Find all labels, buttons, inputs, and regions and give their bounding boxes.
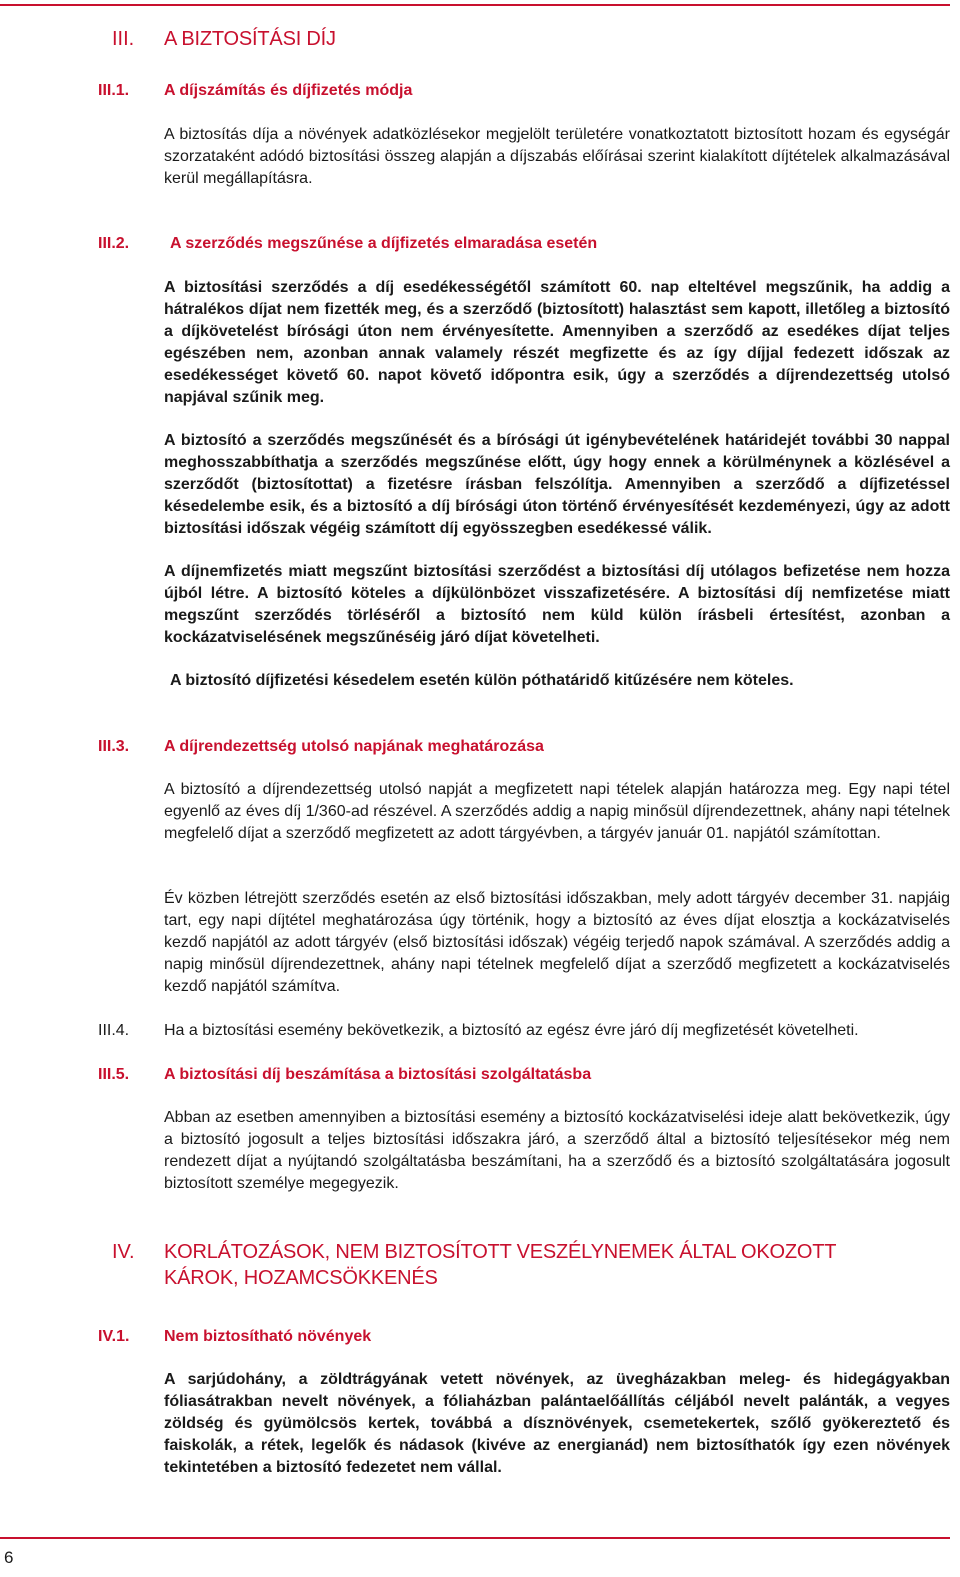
section-number: III.1. xyxy=(98,82,130,99)
paragraph: A biztosító a szerződés megszűnését és a bírósági út igénybevételének határidejét további 30 nappal meghosszabbíthatja a szerződés megszűnése előtt, úgy hogy ennek a körülménynek a közlésével a szerződőt (biztosítottat) a fizetésre írásban felszólítja. Amennyiben a szerződő a díjfizetéssel késedelembe esik, és a biztosító a díj bírósági úton történő érvényesítését kezdeményezi, úgy az adott biztosítási időszak végéig számított díj egyösszegben esedékessé válik. xyxy=(164,432,950,537)
chapter-title xyxy=(164,1239,950,1291)
paragraph: A biztosító díjfizetési késedelem esetén külön póthatáridő kitűzésére nem köteles. xyxy=(170,672,794,689)
chapter-number: IV. xyxy=(112,1241,135,1263)
paragraph: A biztosítási szerződés a díj esedékességétől számított 60. nap elteltével megszűnik, ha addig a hátralékos díjat nem fizették meg, és a szerződő (biztosított) halasztást sem kapott, illetőleg a biztosító a díjkövetelést bírósági úton nem érvényesítette. Amennyiben a szerződő az esedékes díjat teljes egészében nem, azonban annak valamely részét megfizette és az így díjjal fedezett időszak az esedékességet követő 60. napot követő időpontra esik, úgy a szerződés a díjrendezettség utolsó napjával szűnik meg. xyxy=(164,279,950,406)
section-number: III.4. xyxy=(98,1022,130,1039)
section-title: A díjrendezettség utolsó napjának meghatározása xyxy=(164,738,544,755)
paragraph: Abban az esetben amennyiben a biztosítási esemény a biztosító kockázatviselési ideje alatt bekövetkezik, úgy a biztosító jogosult a teljes biztosítási időszakra járó, a szerződő által a biztosító teljesítésekor még nem rendezett díjat a nyújtandó szolgáltatásba beszámítani, ha a szerződő és a biztosító szolgáltatására jogosult biztosított személye megegyezik. xyxy=(164,1109,950,1192)
section-number: IV.1. xyxy=(98,1328,130,1345)
chapter-title-line: KORLÁTOZÁSOK, NEM BIZTOSÍTOTT VESZÉLYNEMEK ÁLTAL OKOZOTT xyxy=(164,1241,837,1263)
chapter-title-line: KÁROK, HOZAMCSÖKKENÉS xyxy=(164,1267,438,1289)
paragraph: A díjnemfizetés miatt megszűnt biztosítási szerződést a biztosítási díj utólagos befizetése nem hozza újból létre. A biztosító köteles a díjkülönbözet visszafizetésére. A biztosítási díj nemfizetése miatt megszűnt szerződés törléséről a biztosító nem küld külön írásbeli értesítést, azonban a kockázatviselésének megszűnéséig járó díjat követelheti. xyxy=(164,563,950,646)
section-title: A díjszámítás és díjfizetés módja xyxy=(164,82,413,99)
paragraph: Év közben létrejött szerződés esetén az első biztosítási időszakban, mely adott tárgyév december 31. napjáig tart, egy napi díjtétel meghatározása úgy történik, hogy a biztosító az éves díjat elosztja a kockázatviselés kezdő napjától az adott tárgyév (első biztosítási időszak) végéig terjedő napok számával. A szerződés addig a napig minősül díjrendezettnek, ahány napi tételnek megfelelő díjat a szerződő megfizetett a kockázatviselés kezdő napjától számítva. xyxy=(164,890,950,995)
top-rule xyxy=(0,4,950,6)
section-title: Nem biztosítható növények xyxy=(164,1328,372,1345)
bottom-rule xyxy=(0,1537,950,1539)
paragraph: A biztosító a díjrendezettség utolsó napját a megfizetett napi tételek alapján határozza meg. Egy napi tétel egyenlő az éves díj 1/360-ad részével. A szerződés addig a napig minősül díjrendezettnek, ahány napi tételnek megfelelő díjat a szerződő megfizetett az adott tárgyévben, a tárgyév január 01. napjától számítottan. xyxy=(164,781,950,842)
section-number: III.5. xyxy=(98,1066,130,1083)
section-title: A szerződés megszűnése a díjfizetés elmaradása esetén xyxy=(170,235,598,252)
paragraph: A sarjúdohány, a zöldtrágyának vetett növények, az üvegházakban meleg- és hidegágyakban fóliasátrakban nevelt növények, a fóliaházban palántaelőállítás céljából nevelt palánták, a vegyes zöldség és gyümölcsös kertek, továbbá a dísznövények, csemetekertek, szőlő gyökereztető és faiskolák, a rétek, legelők és nádasok (kivéve az energianád) nem biztosíthatók így ezen növények tekintetében a biztosító fedezetet nem vállal. xyxy=(164,1371,950,1476)
section-title: A biztosítási díj beszámítása a biztosítási szolgáltatásba xyxy=(164,1066,592,1083)
chapter-number: III. xyxy=(112,28,135,50)
chapter-title: A BIZTOSÍTÁSI DÍJ xyxy=(164,28,336,50)
section-number: III.2. xyxy=(98,235,130,252)
page-number: 6 xyxy=(4,1548,14,1567)
section-number: III.3. xyxy=(98,738,130,755)
paragraph: Ha a biztosítási esemény bekövetkezik, a biztosító az egész évre járó díj megfizetését követelheti. xyxy=(164,1022,859,1039)
paragraph: A biztosítás díja a növények adatközlésekor megjelölt területére vonatkoztatott biztosított hozam és egységár szorzataként adódó biztosítási összeg alapján a díjszabás előírásai szerint kialakított díjtételek alkalmazásával kerül megállapításra. xyxy=(164,126,950,187)
